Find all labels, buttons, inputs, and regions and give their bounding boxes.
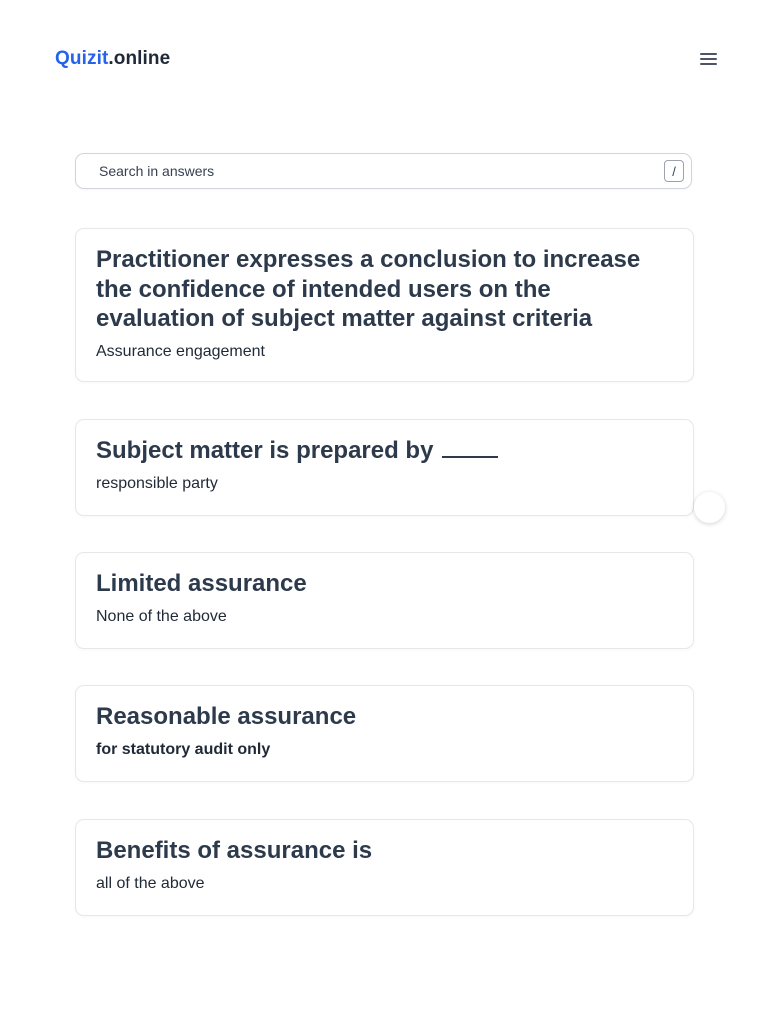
logo-tld: .online bbox=[108, 48, 171, 69]
answer-card bbox=[75, 819, 694, 916]
answer-card bbox=[75, 419, 694, 516]
logo-brand: Quizit bbox=[55, 48, 109, 69]
card-question: Benefits of assurance is bbox=[96, 837, 373, 864]
card-answer: None of the above bbox=[96, 607, 227, 625]
floating-scroll-handle[interactable] bbox=[694, 492, 725, 523]
answer-card bbox=[75, 685, 694, 782]
site-logo[interactable] bbox=[55, 48, 170, 70]
card-question-wrap bbox=[96, 436, 673, 466]
menu-line bbox=[700, 63, 717, 65]
card-question: Reasonable assurance bbox=[96, 703, 357, 730]
answer-card bbox=[75, 552, 694, 649]
search-input[interactable] bbox=[76, 153, 664, 189]
fill-in-blank bbox=[442, 436, 498, 458]
menu-line bbox=[700, 53, 717, 55]
search-shortcut-key: / bbox=[664, 160, 684, 182]
header bbox=[55, 44, 713, 74]
search-bar bbox=[75, 153, 692, 189]
answer-card bbox=[75, 228, 694, 382]
hamburger-menu-icon[interactable] bbox=[700, 48, 722, 70]
card-answer: all of the above bbox=[96, 874, 205, 892]
menu-line bbox=[700, 58, 717, 60]
card-answer: responsible party bbox=[96, 474, 218, 492]
card-answer: Assurance engagement bbox=[96, 342, 265, 360]
card-question: Limited assurance bbox=[96, 570, 307, 597]
card-question: Subject matter is prepared by bbox=[96, 437, 434, 464]
card-question: Practitioner expresses a conclusion to increase the confidence of intended users on the evaluation of subject matter against criteria bbox=[96, 246, 641, 332]
card-answer: for statutory audit only bbox=[96, 740, 271, 758]
